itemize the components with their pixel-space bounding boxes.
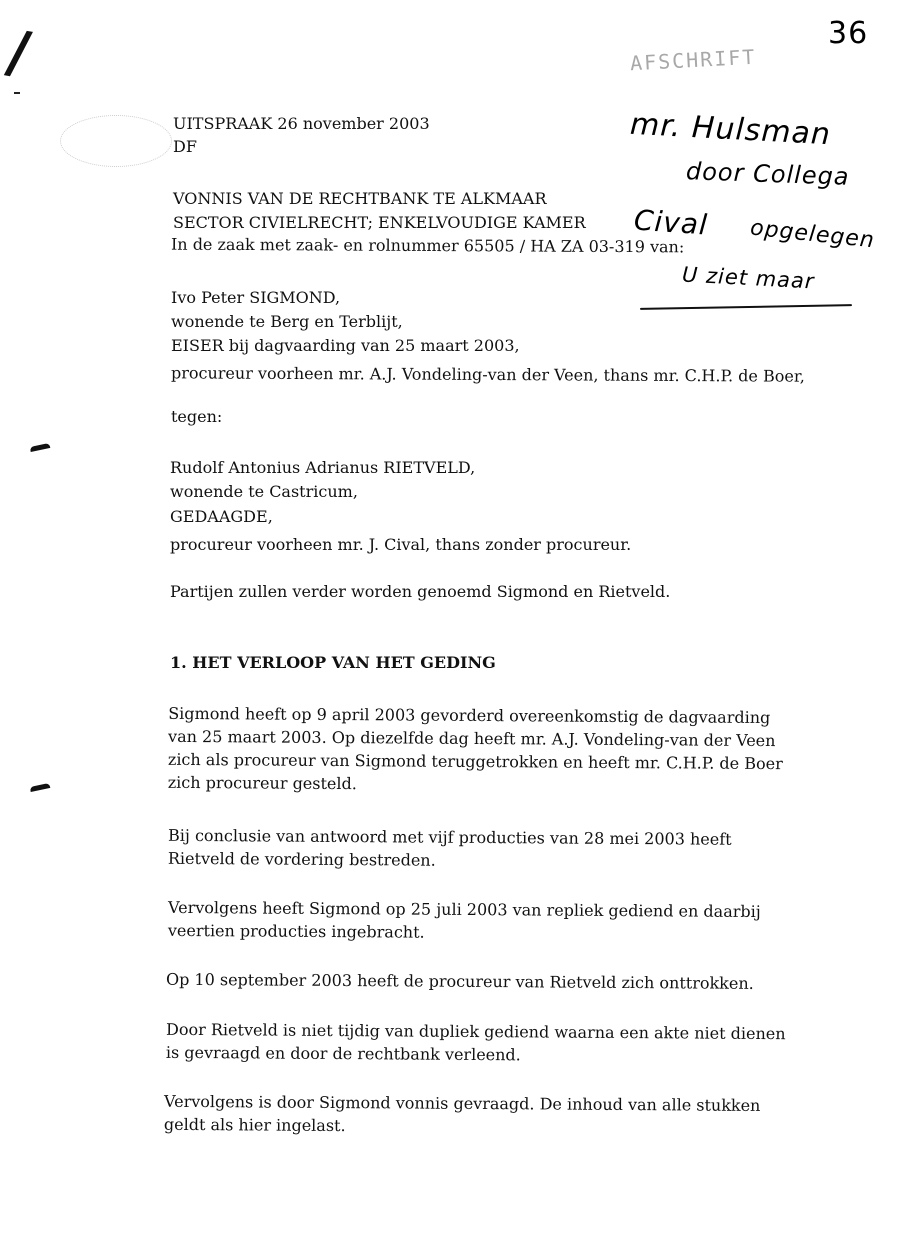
page-number: 36	[828, 16, 869, 51]
court-name: VONNIS VAN DE RECHTBANK TE ALKMAAR	[173, 189, 547, 208]
plaintiff-residence: wonende te Berg en Terblijt,	[171, 312, 403, 331]
defendant-counsel: procureur voorheen mr. J. Cival, thans zonder procureur.	[170, 535, 632, 554]
court-sector: SECTOR CIVIELRECHT; ENKELVOUDIGE KAMER	[173, 213, 586, 232]
defendant-role: GEDAAGDE,	[170, 507, 273, 526]
procedure-paragraph: Bij conclusie van antwoord met vijf producties van 28 mei 2003 heeft Rietveld de vordering bestreden.	[167, 825, 732, 870]
margin-tick-mark	[14, 92, 20, 94]
plaintiff-counsel: procureur voorheen mr. A.J. Vondeling-van der Veen, thans mr. C.H.P. de Boer,	[170, 363, 805, 386]
parties-note: Partijen zullen verder worden genoemd Sigmond en Rietveld.	[170, 582, 671, 601]
procedure-paragraph: Door Rietveld is niet tijdig van dupliek gediend waarna een akte niet dienen is gevraagd en door de rechtbank verleend.	[165, 1019, 786, 1065]
handwritten-note-line: U ziet maar	[681, 262, 816, 294]
handwritten-note-line: door Collega	[685, 157, 851, 191]
procedure-paragraph: Vervolgens is door Sigmond vonnis gevraagd. De inhoud van alle stukken geldt als hier ingelast.	[163, 1091, 761, 1136]
case-number: In de zaak met zaak- en rolnummer 65505 / HA ZA 03-319 van:	[170, 234, 685, 257]
punch-mark	[30, 783, 51, 792]
scan-speckle	[60, 115, 172, 167]
handwritten-note-line: Cival	[632, 203, 709, 242]
case-initials: DF	[173, 137, 197, 156]
handwritten-underline	[640, 304, 852, 310]
copy-stamp: AFSCHRIFT	[629, 44, 757, 76]
handwritten-note-line: mr. Hulsman	[629, 106, 832, 153]
defendant-name: Rudolf Antonius Adrianus RIETVELD,	[170, 458, 476, 477]
plaintiff-name: Ivo Peter SIGMOND,	[171, 288, 341, 307]
section-heading: 1. HET VERLOOP VAN HET GEDING	[170, 653, 496, 672]
procedure-paragraph: Sigmond heeft op 9 april 2003 gevorderd overeenkomstig de dagvaarding van 25 maart 2003. Op diezelfde dag heeft mr. A.J. Vondeling-van der Veen zich als procureur van Sigmond teruggetrokken en heeft mr. C.H.P. de Boer zich procureur gesteld.	[167, 703, 783, 794]
procedure-paragraph: Vervolgens heeft Sigmond op 25 juli 2003 van repliek gediend en daarbij veertien producties ingebracht.	[167, 897, 761, 942]
margin-slash-mark: /	[2, 16, 35, 88]
against-label: tegen:	[171, 407, 223, 426]
punch-mark	[30, 443, 51, 452]
procedure-paragraph: Op 10 september 2003 heeft de procureur van Rietveld zich onttrokken.	[165, 969, 754, 993]
defendant-residence: wonende te Castricum,	[170, 482, 358, 501]
decision-date: UITSPRAAK 26 november 2003	[173, 114, 430, 133]
handwritten-note-line: opgelegen	[749, 215, 876, 254]
plaintiff-role: EISER bij dagvaarding van 25 maart 2003,	[171, 336, 520, 355]
